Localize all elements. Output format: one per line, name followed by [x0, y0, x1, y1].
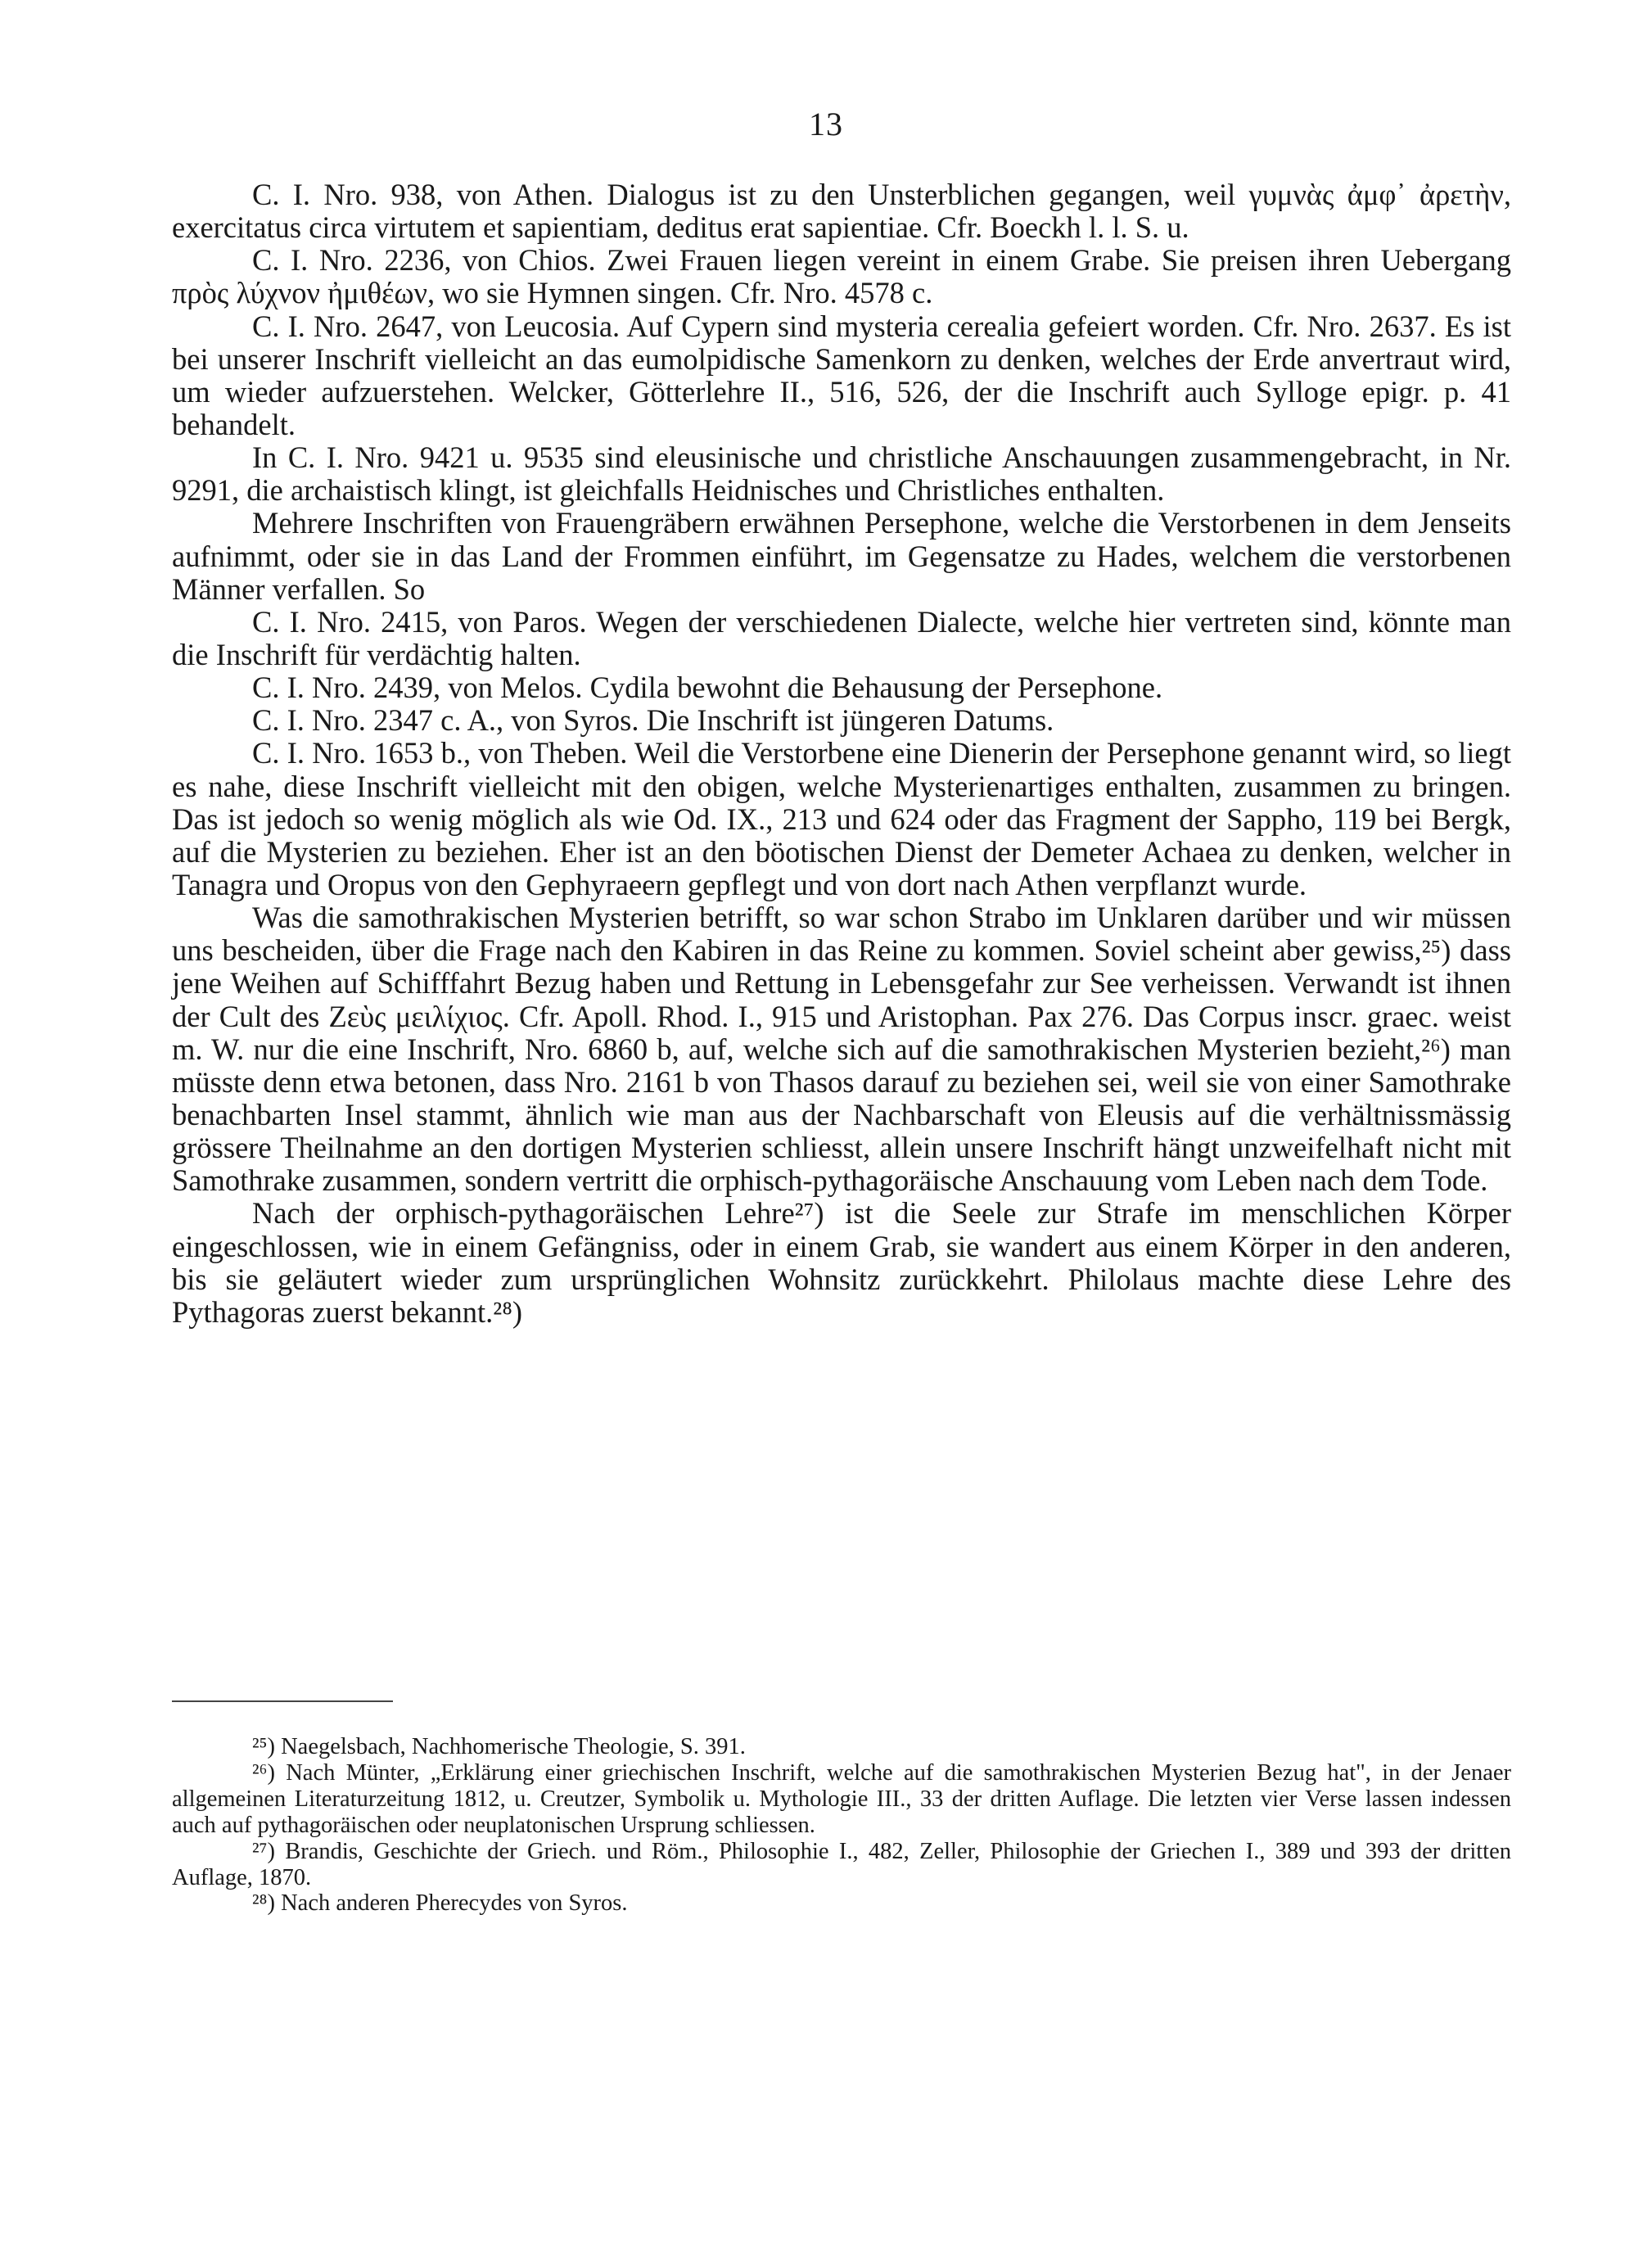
footnotes — [172, 1734, 1511, 1917]
paragraph: C. I. Nro. 2439, von Melos. Cydila bewohnt die Behausung der Persephone. — [252, 671, 1163, 705]
main-text — [172, 178, 1511, 1329]
paragraph: Was die samothrakischen Mysterien betrifft, so war schon Strabo im Unklaren darüber und wir müssen uns bescheiden, über die Frage nach den Kabiren in das Reine zu kommen. Soviel scheint aber gewiss,²⁵) dass jene Weihen auf Schifffahrt Bezug haben und Rettung in Lebensgefahr zur See verheissen. Verwandt ist ihnen der Cult des Ζεὺς μειλίχιος. Cfr. Apoll. Rhod. I., 915 und Aristophan. Pax 276. Das Corpus inscr. graec. weist m. W. nur die eine Inschrift, Nro. 6860 b, auf, welche sich auf die samothrakischen Mysterien bezieht,²⁶) man müsste denn etwa betonen, dass Nro. 2161 b von Thasos darauf zu beziehen sei, weil sie von einer Samothrake benachbarten Insel stammt, ähnlich wie man aus der Nachbarschaft von Eleusis auf die verhältnissmässig grössere Theilnahme an den dortigen Mysterien schliesst, allein unsere Inschrift hängt unzweifelhaft nicht mit Samothrake zusammen, sondern vertritt die orphisch-pythagoräische Anschauung vom Leben nach dem Tode. — [172, 901, 1511, 1198]
footnote: ²⁶) Nach Münter, „Erklärung einer griechischen Inschrift, welche auf die samothrakischen Mysterien Bezug hat", in der Jenaer allgemeinen Literaturzeitung 1812, u. Creutzer, Symbolik u. Mythologie III., 33 der dritten Auflage. Die letzten vier Verse lassen indessen auch auf pythagoräischen oder neuplatonischen Ursprung schliessen. — [172, 1759, 1511, 1838]
paragraph: C. I. Nro. 938, von Athen. Dialogus ist zu den Unsterblichen gegangen, weil γυμνὰς ἀμφ᾽ ἀρετὴν, exercitatus circa virtutem et sapientiam, deditus erat sapientiae. Cfr. Boeckh l. l. S. u. — [172, 178, 1511, 245]
paragraph: Nach der orphisch-pythagoräischen Lehre²⁷) ist die Seele zur Strafe im menschlichen Körper eingeschlossen, wie in einem Gefängniss, oder in einem Grab, sie wandert aus einem Körper in den anderen, bis sie geläutert wieder zum ursprünglichen Wohnsitz zurückkehrt. Philolaus machte diese Lehre des Pythagoras zuerst bekannt.²⁸) — [172, 1196, 1511, 1329]
footnote: ²⁸) Nach anderen Pherecydes von Syros. — [252, 1890, 628, 1917]
paragraph: Mehrere Inschriften von Frauengräbern erwähnen Persephone, welche die Verstorbenen in dem Jenseits aufnimmt, oder sie in das Land der Frommen einführt, im Gegensatze zu Hades, welchem die verstorbenen Männer verfallen. So — [172, 506, 1511, 606]
paragraph: C. I. Nro. 2647, von Leucosia. Auf Cypern sind mysteria cerealia gefeiert worden. Cfr. Nro. 2637. Es ist bei unserer Inschrift vielleicht an das eumolpidische Samenkorn zu denken, welches der Erde anvertraut wird, um wieder aufzuerstehen. Welcker, Götterlehre II., 516, 526, der die Inschrift auch Sylloge epigr. p. 41 behandelt. — [172, 309, 1511, 441]
page-number: 13 — [809, 106, 843, 142]
footnote: ²⁵) Naegelsbach, Nachhomerische Theologie, S. 391. — [252, 1734, 746, 1759]
paragraph: C. I. Nro. 2236, von Chios. Zwei Frauen liegen vereint in einem Grabe. Sie preisen ihren Uebergang πρὸς λύχνον ἠμιθέων, wo sie Hymnen singen. Cfr. Nro. 4578 c. — [172, 243, 1511, 310]
paragraph: C. I. Nro. 2415, von Paros. Wegen der verschiedenen Dialecte, welche hier vertreten sind, könnte man die Inschrift für verdächtig halten. — [172, 604, 1511, 671]
paragraph: C. I. Nro. 2347 c. A., von Syros. Die Inschrift ist jüngeren Datums. — [252, 703, 1054, 738]
paragraph: In C. I. Nro. 9421 u. 9535 sind eleusinische und christliche Anschauungen zusammengebracht, in Nr. 9291, die archaistisch klingt, ist gleichfalls Heidnisches und Christliches enthalten. — [172, 440, 1511, 508]
paragraph: C. I. Nro. 1653 b., von Theben. Weil die Verstorbene eine Dienerin der Persephone genannt wird, so liegt es nahe, diese Inschrift vielleicht mit den obigen, welche Mysterienartiges enthalten, zusammen zu bringen. Das ist jedoch so wenig möglich als wie Od. IX., 213 und 624 oder das Fragment der Sappho, 119 bei Bergk, auf die Mysterien zu beziehen. Eher ist an den böotischen Dienst der Demeter Achaea zu denken, welcher in Tanagra und Oropus von den Gephyraeern gepflegt und von dort nach Athen verpflanzt wurde. — [172, 736, 1511, 901]
footnote: ²⁷) Brandis, Geschichte der Griech. und Röm., Philosophie I., 482, Zeller, Philosophie der Griechen I., 389 und 393 der dritten Auflage, 1870. — [172, 1838, 1511, 1890]
footnote-divider — [172, 1700, 393, 1702]
